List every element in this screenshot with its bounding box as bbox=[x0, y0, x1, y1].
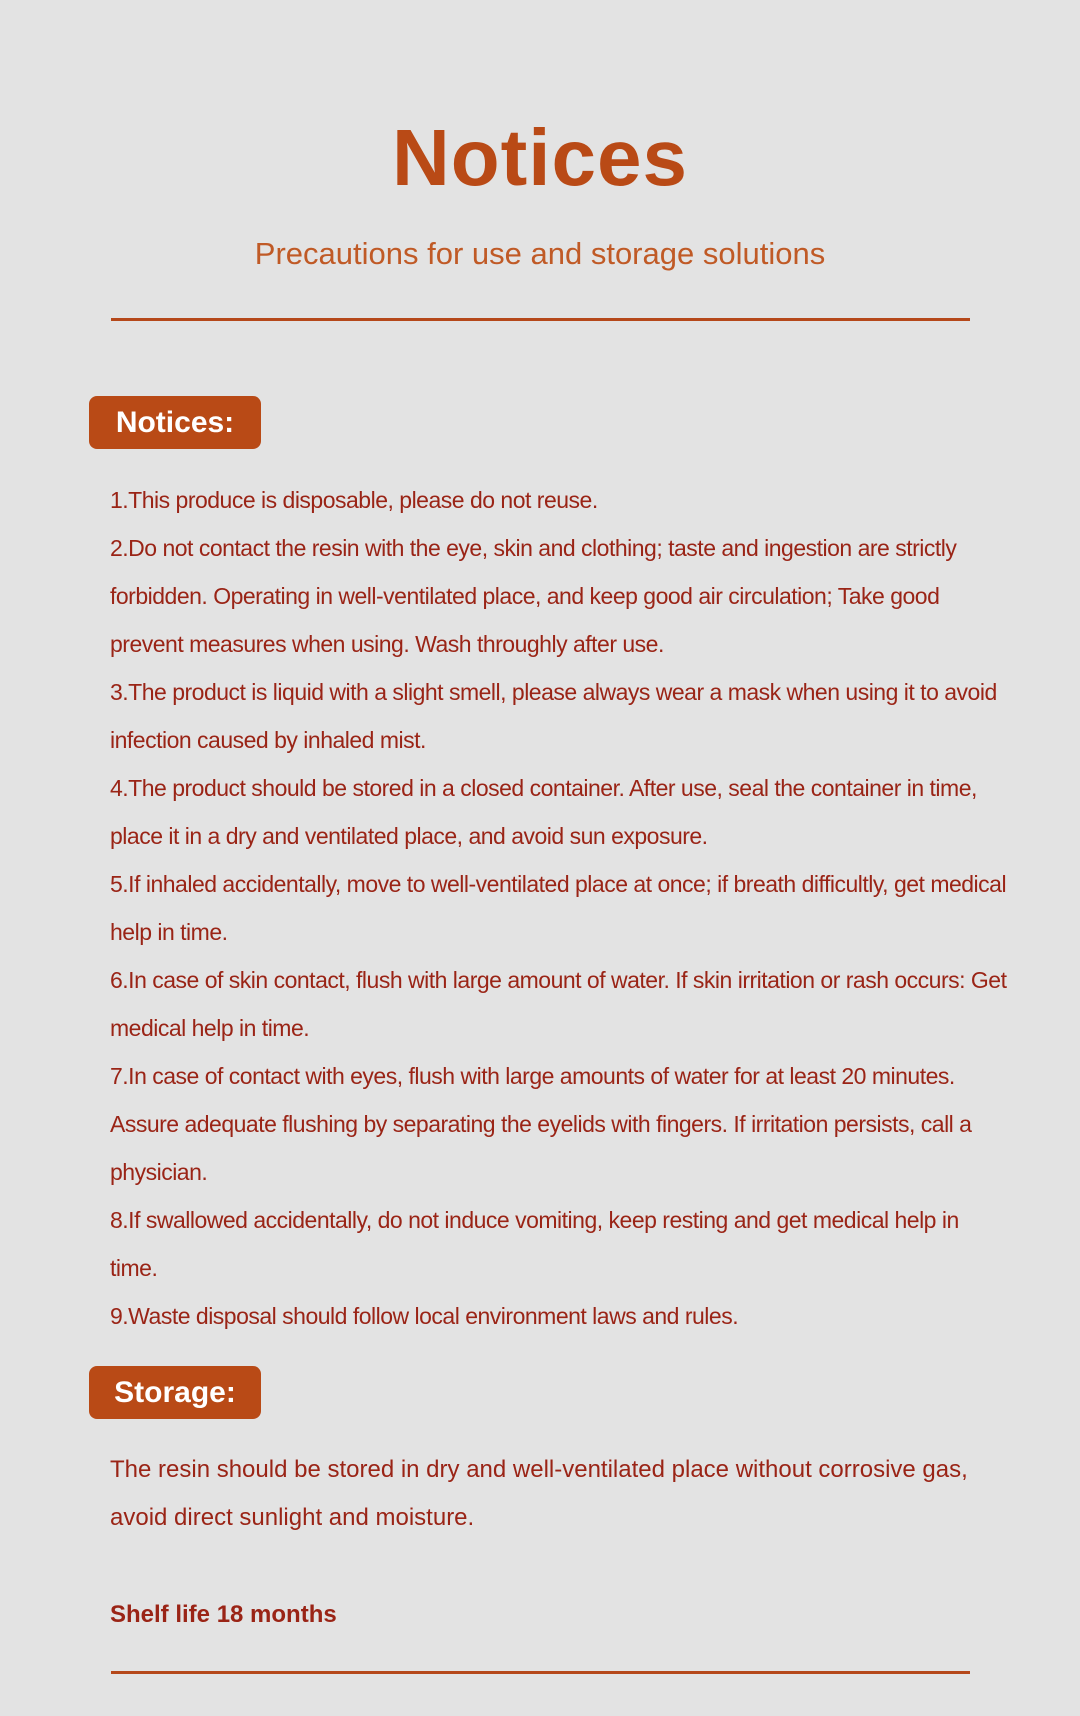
notice-item: 9.Waste disposal should follow local environment laws and rules. bbox=[110, 1303, 739, 1329]
top-divider bbox=[111, 318, 970, 321]
notice-item: 7.In case of contact with eyes, flush with large amounts of water for at least 20 minutes. Assure adequate flushing by separating the eyelids with fingers. If irritation persists, call a physician. bbox=[110, 1063, 972, 1185]
storage-section-label: Storage: bbox=[89, 1366, 261, 1419]
notice-item: 8.If swallowed accidentally, do not induce vomiting, keep resting and get medical help in time. bbox=[110, 1207, 959, 1281]
storage-description: The resin should be stored in dry and well-ventilated place without corrosive gas, avoid direct sunlight and moisture. bbox=[110, 1456, 968, 1531]
page-title: Notices bbox=[392, 113, 688, 202]
notice-item: 3.The product is liquid with a slight smell, please always wear a mask when using it to avoid infection caused by inhaled mist. bbox=[110, 679, 997, 753]
page-subtitle: Precautions for use and storage solutions bbox=[254, 236, 826, 271]
notice-item: 5.If inhaled accidentally, move to well-ventilated place at once; if breath difficultly, get medical help in time. bbox=[110, 871, 1007, 945]
shelf-life-text: Shelf life 18 months bbox=[110, 1601, 337, 1628]
notice-item: 4.The product should be stored in a closed container. After use, seal the container in time, place it in a dry and ventilated place, and avoid sun exposure. bbox=[110, 775, 977, 849]
notices-list bbox=[110, 476, 1010, 1340]
notice-item: 1.This produce is disposable, please do not reuse. bbox=[110, 487, 598, 513]
notice-item: 6.In case of skin contact, flush with large amount of water. If skin irritation or rash occurs: Get medical help in time. bbox=[110, 967, 1007, 1041]
notices-section-label: Notices: bbox=[89, 396, 261, 449]
bottom-divider bbox=[111, 1671, 970, 1674]
notice-item: 2.Do not contact the resin with the eye, skin and clothing; taste and ingestion are strictly forbidden. Operating in well-ventilated place, and keep good air circulation; Take good prevent measures when using. Wash throughly after use. bbox=[110, 535, 957, 657]
